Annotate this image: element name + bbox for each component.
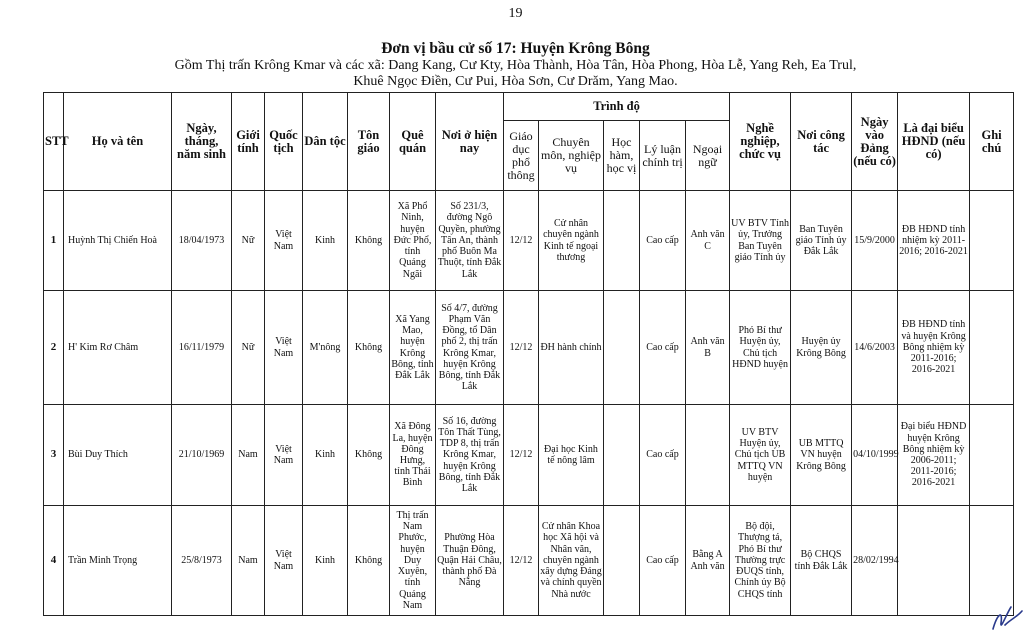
cell-specialty: Cử nhân Khoa học Xã hội và Nhân văn, chuyên ngành xây dựng Đảng và chính quyền Nhà nước xyxy=(539,506,604,616)
header-note: Ghi chú xyxy=(970,93,1014,191)
header-ethnicity: Dân tộc xyxy=(303,93,348,191)
cell-ethnicity: Kinh xyxy=(303,405,348,506)
cell-name: Bùi Duy Thích xyxy=(64,405,172,506)
cell-academic-title xyxy=(604,506,640,616)
cell-foreign-lang: Anh văn C xyxy=(686,191,730,291)
header-political-theory: Lý luận chính trị xyxy=(640,121,686,191)
cell-gender: Nam xyxy=(232,506,265,616)
cell-hometown: Xã Yang Mao, huyện Krông Bông, tỉnh Đắk Lắk xyxy=(390,291,436,405)
cell-religion: Không xyxy=(348,291,390,405)
cell-workplace: Huyện ủy Krông Bông xyxy=(791,291,852,405)
cell-party-date: 15/9/2000 xyxy=(852,191,898,291)
header-party-date: Ngày vào Đảng (nếu có) xyxy=(852,93,898,191)
cell-ethnicity: M'nông xyxy=(303,291,348,405)
subtitle-line-2: Khuê Ngọc Điền, Cư Pui, Hòa Sơn, Cư Drăm, Yang Mao. xyxy=(353,74,678,89)
cell-foreign-lang: Anh văn B xyxy=(686,291,730,405)
cell-dob: 16/11/1979 xyxy=(172,291,232,405)
cell-council-delegate xyxy=(898,506,970,616)
cell-dob: 18/04/1973 xyxy=(172,191,232,291)
cell-note xyxy=(970,291,1014,405)
header-dob: Ngày, tháng, năm sinh xyxy=(172,93,232,191)
cell-specialty: ĐH hành chính xyxy=(539,291,604,405)
cell-party-date: 04/10/1999 xyxy=(852,405,898,506)
cell-stt: 3 xyxy=(44,405,64,506)
header-name: Họ và tên xyxy=(64,93,172,191)
header-academic-title: Học hàm, học vị xyxy=(604,121,640,191)
cell-council-delegate: Đại biểu HĐND huyện Krông Bông nhiệm kỳ 2006-2011; 2011-2016; 2016-2021 xyxy=(898,405,970,506)
cell-name: Huỳnh Thị Chiến Hoà xyxy=(64,191,172,291)
cell-specialty: Đại học Kinh tế nông lâm xyxy=(539,405,604,506)
cell-political-theory: Cao cấp xyxy=(640,191,686,291)
cell-residence: Số 4/7, đường Phạm Văn Đồng, tổ Dân phố 2, thị trấn Krông Kmar, huyện Krông Bông, tỉnh Đắk Lắk xyxy=(436,291,504,405)
cell-name: H' Kim Rơ Châm xyxy=(64,291,172,405)
cell-specialty: Cử nhân chuyên ngành Kinh tế ngoại thương xyxy=(539,191,604,291)
cell-ethnicity: Kinh xyxy=(303,191,348,291)
cell-nationality: Việt Nam xyxy=(265,191,303,291)
header-occupation: Nghề nghiệp, chức vụ xyxy=(730,93,791,191)
page-number: 19 xyxy=(508,6,523,21)
cell-general-edu: 12/12 xyxy=(504,191,539,291)
cell-nationality: Việt Nam xyxy=(265,405,303,506)
header-education-group: Trình độ xyxy=(504,93,730,121)
cell-note xyxy=(970,506,1014,616)
cell-general-edu: 12/12 xyxy=(504,405,539,506)
candidate-table xyxy=(43,92,1014,616)
cell-note xyxy=(970,405,1014,506)
cell-academic-title xyxy=(604,291,640,405)
cell-dob: 21/10/1969 xyxy=(172,405,232,506)
header-gender: Giới tính xyxy=(232,93,265,191)
cell-workplace: UB MTTQ VN huyện Krông Bông xyxy=(791,405,852,506)
cell-political-theory: Cao cấp xyxy=(640,291,686,405)
cell-residence: Số 231/3, đường Ngô Quyền, phường Tân An, thành phố Buôn Ma Thuột, tỉnh Đắk Lắk xyxy=(436,191,504,291)
header-council-delegate: Là đại biểu HĐND (nếu có) xyxy=(898,93,970,191)
header-general-edu: Giáo dục phổ thông xyxy=(504,121,539,191)
header-residence: Nơi ở hiện nay xyxy=(436,93,504,191)
cell-religion: Không xyxy=(348,506,390,616)
header-nationality: Quốc tịch xyxy=(265,93,303,191)
cell-hometown: Xã Phổ Ninh, huyện Đức Phổ, tỉnh Quảng Ngãi xyxy=(390,191,436,291)
cell-political-theory: Cao cấp xyxy=(640,405,686,506)
cell-hometown: Thị trấn Nam Phước, huyện Duy Xuyên, tỉnh Quảng Nam xyxy=(390,506,436,616)
cell-gender: Nữ xyxy=(232,191,265,291)
signature-mark xyxy=(989,601,1025,635)
header-foreign-lang: Ngoại ngữ xyxy=(686,121,730,191)
cell-foreign-lang xyxy=(686,405,730,506)
cell-gender: Nam xyxy=(232,405,265,506)
header-religion: Tôn giáo xyxy=(348,93,390,191)
cell-workplace: Ban Tuyên giáo Tỉnh ủy Đắk Lắk xyxy=(791,191,852,291)
cell-occupation: Phó Bí thư Huyện ủy, Chủ tịch HĐND huyện xyxy=(730,291,791,405)
cell-stt: 2 xyxy=(44,291,64,405)
header-specialty: Chuyên môn, nghiệp vụ xyxy=(539,121,604,191)
cell-note xyxy=(970,191,1014,291)
document-title: Đơn vị bầu cử số 17: Huyện Krông Bông xyxy=(381,40,650,57)
table-row xyxy=(44,291,1014,405)
cell-party-date: 14/6/2003 xyxy=(852,291,898,405)
header-hometown: Quê quán xyxy=(390,93,436,191)
cell-workplace: Bộ CHQS tỉnh Đắk Lắk xyxy=(791,506,852,616)
cell-occupation: UV BTV Huyện ủy, Chủ tịch UB MTTQ VN huyện xyxy=(730,405,791,506)
cell-religion: Không xyxy=(348,405,390,506)
cell-council-delegate: ĐB HĐND tỉnh nhiệm kỳ 2011-2016; 2016-2021 xyxy=(898,191,970,291)
header-workplace: Nơi công tác xyxy=(791,93,852,191)
cell-general-edu: 12/12 xyxy=(504,506,539,616)
cell-general-edu: 12/12 xyxy=(504,291,539,405)
cell-political-theory: Cao cấp xyxy=(640,506,686,616)
cell-gender: Nữ xyxy=(232,291,265,405)
cell-council-delegate: ĐB HĐND tỉnh và huyện Krông Bông nhiệm kỳ 2011-2016; 2016-2021 xyxy=(898,291,970,405)
cell-stt: 4 xyxy=(44,506,64,616)
cell-nationality: Việt Nam xyxy=(265,291,303,405)
cell-hometown: Xã Đông La, huyện Đông Hưng, tỉnh Thái Bình xyxy=(390,405,436,506)
cell-occupation: Bộ đội, Thượng tá, Phó Bí thư Thường trực ĐUQS tỉnh, Chính ủy Bộ CHQS tỉnh xyxy=(730,506,791,616)
subtitle-line-1: Gồm Thị trấn Krông Kmar và các xã: Dang Kang, Cư Kty, Hòa Thành, Hòa Tân, Hòa Phong, Hòa Lễ, Yang Reh, Ea Trul, xyxy=(174,58,857,73)
table-row xyxy=(44,191,1014,291)
cell-academic-title xyxy=(604,405,640,506)
table-row xyxy=(44,405,1014,506)
cell-stt: 1 xyxy=(44,191,64,291)
cell-religion: Không xyxy=(348,191,390,291)
cell-party-date: 28/02/1994 xyxy=(852,506,898,616)
cell-name: Trần Minh Trọng xyxy=(64,506,172,616)
cell-residence: Phường Hòa Thuận Đông, Quận Hải Châu, thành phố Đà Nẵng xyxy=(436,506,504,616)
cell-foreign-lang: Bằng A Anh văn xyxy=(686,506,730,616)
cell-academic-title xyxy=(604,191,640,291)
cell-ethnicity: Kinh xyxy=(303,506,348,616)
cell-nationality: Việt Nam xyxy=(265,506,303,616)
table-row xyxy=(44,506,1014,616)
cell-residence: Số 16, đường Tôn Thất Tùng, TDP 8, thị trấn Krông Kmar, huyện Krông Bông, tỉnh Đắk Lắk xyxy=(436,405,504,506)
header-stt: STT xyxy=(44,93,64,191)
cell-occupation: UV BTV Tỉnh ủy, Trưởng Ban Tuyên giáo Tỉnh ủy xyxy=(730,191,791,291)
document-subtitle xyxy=(0,58,1031,90)
cell-dob: 25/8/1973 xyxy=(172,506,232,616)
